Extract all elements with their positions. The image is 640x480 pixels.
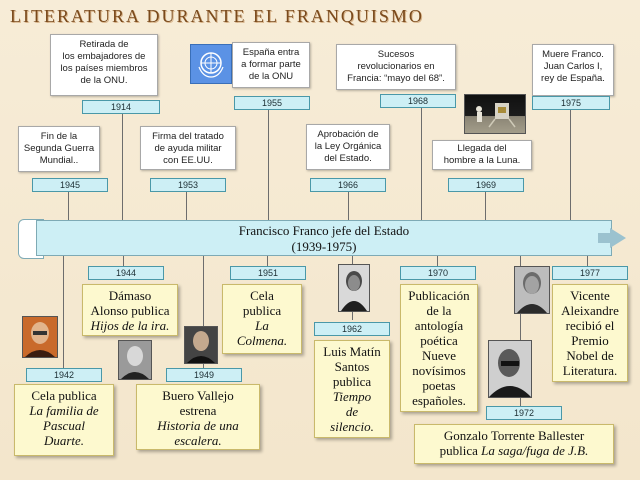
event-text: Publicación de la antología poética Nueve novísimos poetas españoles. xyxy=(408,288,470,408)
literary-event-1962 xyxy=(314,340,390,438)
author-photo-martin-santos xyxy=(338,264,370,312)
event-author: Dámaso Alonso publica xyxy=(90,288,170,318)
year-badge-1969: 1969 xyxy=(448,178,524,192)
year-badge-1951: 1951 xyxy=(230,266,306,280)
author-photo-torrente xyxy=(118,340,152,380)
event-work: La Colmena. xyxy=(236,318,288,348)
year-badge-1953: 1953 xyxy=(150,178,226,192)
connector-line xyxy=(268,96,269,220)
year-badge-1944: 1944 xyxy=(88,266,164,280)
event-box-1966: Aprobación de la Ley Orgánica del Estado. xyxy=(306,124,390,170)
event-author: Gonzalo Torrente Ballester publica xyxy=(439,428,585,458)
year-badge-1977: 1977 xyxy=(552,266,628,280)
literary-event-1951 xyxy=(222,284,302,354)
year-badge-1975: 1975 xyxy=(532,96,610,110)
author-photo-cela xyxy=(22,316,58,358)
connector-line xyxy=(267,256,268,266)
event-box-1953: Firma del tratado de ayuda militar con EE.UU. xyxy=(140,126,236,170)
year-badge-1914: 1914 xyxy=(82,100,160,114)
year-badge-1949: 1949 xyxy=(166,368,242,382)
year-badge-1970: 1970 xyxy=(400,266,476,280)
connector-line xyxy=(63,256,64,368)
page-title: LITERATURA DURANTE EL FRANQUISMO xyxy=(10,6,424,26)
year-badge-1972: 1972 xyxy=(486,406,562,420)
event-box-1969: Llegada del hombre a la Luna. xyxy=(432,140,532,170)
connector-line xyxy=(348,190,349,220)
literary-event-1972 xyxy=(414,424,614,464)
connector-line xyxy=(186,190,187,220)
event-work: La saga/fuga de J.B. xyxy=(481,443,589,458)
event-author: Cela publica xyxy=(242,288,282,318)
year-badge-1962: 1962 xyxy=(314,322,390,336)
connector-line xyxy=(485,190,486,220)
timeline-bar-dates: (1939-1975) xyxy=(291,239,357,254)
moon-landing-photo xyxy=(464,94,526,134)
connector-line xyxy=(437,256,438,266)
author-photo-torrente-ballester xyxy=(488,340,532,398)
author-photo-buero-vallejo xyxy=(184,326,218,364)
event-text: Vicente Aleixandre recibió el Premio Nobel de Literatura. xyxy=(561,288,619,378)
event-work: La familia de Pascual Duarte. xyxy=(29,403,99,448)
event-work: Historia de una escalera. xyxy=(157,418,239,448)
event-box-1945: Fin de la Segunda Guerra Mundial.. xyxy=(18,126,100,172)
year-badge-1955: 1955 xyxy=(234,96,310,110)
year-badge-1942: 1942 xyxy=(26,368,102,382)
literary-event-1942 xyxy=(14,384,114,456)
arrow-right-icon xyxy=(610,228,626,248)
year-badge-1968: 1968 xyxy=(380,94,456,108)
literary-event-1949 xyxy=(136,384,260,450)
year-badge-1945: 1945 xyxy=(32,178,108,192)
literary-event-1977 xyxy=(552,284,628,382)
event-box-1955: España entra a formar parte de la ONU xyxy=(232,42,310,88)
connector-line xyxy=(123,256,124,266)
literary-event-1944 xyxy=(82,284,178,336)
timeline-bar-title: Francisco Franco jefe del Estado xyxy=(238,223,410,238)
event-author: Luis Matín Santos publica xyxy=(323,344,381,389)
event-work: Hijos de la ira. xyxy=(90,318,170,333)
connector-line xyxy=(122,100,123,220)
event-author: Cela publica xyxy=(31,388,97,403)
connector-line xyxy=(570,96,571,220)
connector-line xyxy=(421,94,422,220)
connector-line xyxy=(587,256,588,266)
un-flag-icon xyxy=(190,44,232,84)
connector-line xyxy=(68,190,69,220)
event-work: Tiempo de silencio. xyxy=(330,389,374,434)
event-box-1968: Sucesos revolucionarios en Francia: “mayo del 68”. xyxy=(336,44,456,90)
event-author: Buero Vallejo estrena xyxy=(162,388,234,418)
event-box-1914: Retirada de los embajadores de los países miembros de la ONU. xyxy=(50,34,158,96)
year-badge-1966: 1966 xyxy=(310,178,386,192)
event-box-1975: Muere Franco. Juan Carlos I, rey de España. xyxy=(532,44,614,96)
author-photo-aleixandre xyxy=(514,266,550,314)
franco-timeline-bar xyxy=(36,220,612,256)
literary-event-1970 xyxy=(400,284,478,412)
